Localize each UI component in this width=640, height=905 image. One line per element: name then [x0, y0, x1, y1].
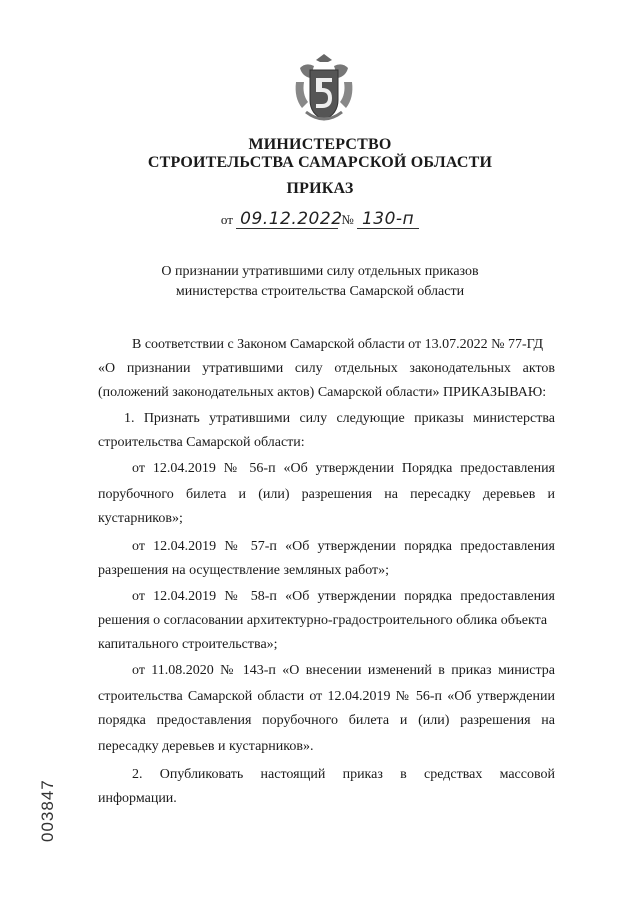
handwritten-number: 130-п: [357, 210, 419, 229]
body-line: строительства Самарской области:: [98, 435, 305, 450]
body-line: 1. Признать утратившими силу следующие приказы министерства: [124, 411, 555, 426]
subject-line2: министерства строительства Самарской области: [175, 284, 465, 299]
body-line: от 12.04.2019 № 57-п «Об утверждении порядка предоставления: [132, 539, 555, 554]
body-line: порядка предоставления порубочного билета и (или) разрешения на: [98, 713, 555, 728]
body-line: информации.: [98, 791, 177, 806]
body-line: разрешения на осуществление земляных работ»;: [98, 563, 390, 578]
handwritten-date: 09.12.2022: [236, 210, 338, 229]
org-title-line1: МИНИСТЕРСТВО: [248, 136, 392, 153]
body-line: от 11.08.2020 № 143-п «О внесении изменений в приказ министра: [132, 663, 555, 678]
date-prefix: от: [220, 212, 233, 227]
body-line: от 12.04.2019 № 58-п «Об утверждении порядка предоставления: [132, 589, 555, 604]
margin-stamp-wrap: [38, 779, 101, 862]
date-number-line: [0, 210, 640, 229]
body-line: кустарников»;: [98, 511, 183, 526]
body-line: 2. Опубликовать настоящий приказ в средствах массовой: [132, 767, 555, 782]
doc-type: ПРИКАЗ: [286, 180, 354, 197]
body-line: от 12.04.2019 № 56-п «Об утверждении Порядка предоставления: [132, 461, 555, 476]
body-line: строительства Самарской области от 12.04.2019 № 56-п «Об утверждении: [98, 689, 555, 704]
org-title-line2: СТРОИТЕЛЬСТВА САМАРСКОЙ ОБЛАСТИ: [147, 154, 493, 171]
body-line: (положений законодательных актов) Самарской области» ПРИКАЗЫВАЮ:: [98, 385, 547, 400]
body-line: решения о согласовании архитектурно-градостроительного облика объекта: [98, 613, 548, 628]
subject-line1: О признании утратившими силу отдельных приказов: [161, 264, 479, 279]
body-line: «О признании утратившими силу отдельных законодательных актов: [98, 361, 555, 376]
number-sign: №: [341, 212, 354, 227]
body-line: порубочного билета и (или) разрешения на пересадку деревьев и: [98, 487, 555, 502]
margin-stamp-number: 003847: [38, 779, 57, 842]
coat-of-arms-icon: [292, 52, 356, 128]
body-line: капитального строительства»;: [98, 637, 278, 652]
body-line: В соответствии с Законом Самарской области от 13.07.2022 № 77-ГД: [132, 337, 544, 352]
body-line: пересадку деревьев и кустарников».: [98, 739, 314, 754]
